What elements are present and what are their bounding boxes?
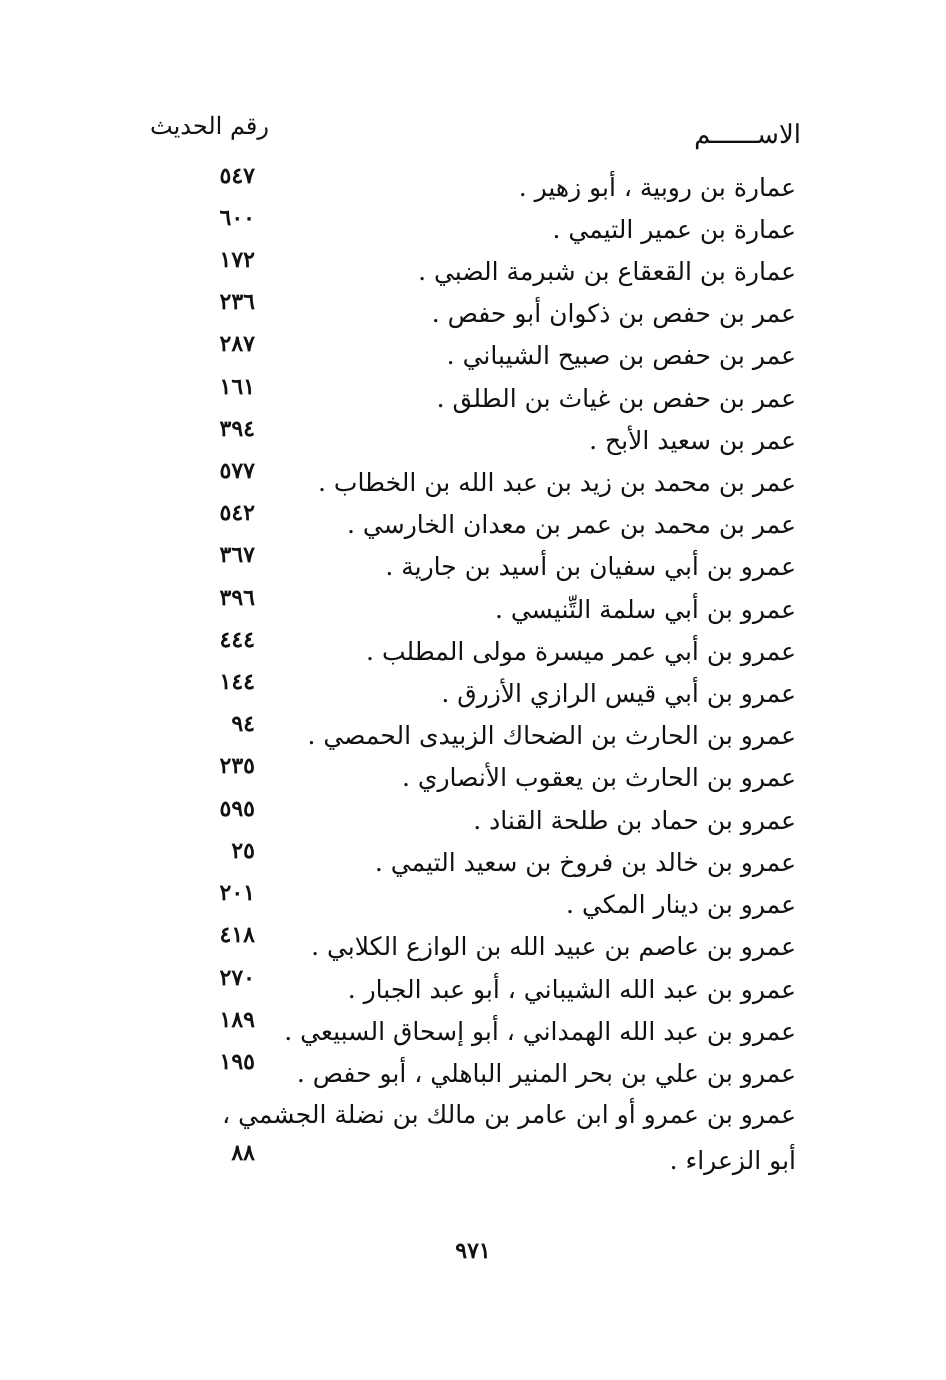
hadith-number: ١٦١ xyxy=(219,374,255,400)
narrator-name: عمرو بن عاصم بن عبيد الله بن الوازع الكلابي . xyxy=(311,932,796,961)
index-entry xyxy=(0,922,946,966)
narrator-name: عمرو بن أبي عمر ميسرة مولى المطلب . xyxy=(366,637,796,666)
index-entry xyxy=(0,711,946,755)
narrator-name: عمارة بن روبية ، أبو زهير . xyxy=(518,173,796,202)
narrator-name: عمرو بن خالد بن فروخ بن سعيد التيمي . xyxy=(374,848,796,877)
index-entry xyxy=(0,669,946,713)
index-entry xyxy=(0,627,946,671)
hadith-number: ٢٥ xyxy=(231,838,255,864)
narrator-name: عمرو بن عبد الله الهمداني ، أبو إسحاق السبيعي . xyxy=(284,1017,796,1046)
index-entry-multiline xyxy=(0,1100,946,1180)
index-entry xyxy=(0,965,946,1009)
hadith-number: ٢٧٠ xyxy=(219,965,255,991)
index-entry xyxy=(0,753,946,797)
index-entry xyxy=(0,1007,946,1051)
hadith-number: ٣٩٤ xyxy=(219,416,255,442)
narrator-name: عمارة بن القعقاع بن شبرمة الضبي . xyxy=(418,257,796,286)
hadith-number: ٢٣٥ xyxy=(219,753,255,779)
narrator-name: عمرو بن عبد الله الشيباني ، أبو عبد الجبار . xyxy=(347,975,796,1004)
hadith-number: ٥٤٢ xyxy=(219,500,255,526)
narrator-name: عمر بن حفص بن صبيح الشيباني . xyxy=(446,341,796,370)
narrator-name: عمرو بن أبي قيس الرازي الأزرق . xyxy=(441,679,796,708)
hadith-number: ٨٨ xyxy=(231,1140,255,1166)
index-entry xyxy=(0,458,946,502)
narrator-name: عمرو بن أبي سلمة التِّنيسي . xyxy=(494,595,796,624)
hadith-number: ٥٩٥ xyxy=(219,796,255,822)
index-entry xyxy=(0,585,946,629)
index-entry xyxy=(0,880,946,924)
index-entry xyxy=(0,331,946,375)
hadith-number: ١٩٥ xyxy=(219,1049,255,1075)
narrator-name: عمرو بن أبي سفيان بن أسيد بن جارية . xyxy=(385,552,796,581)
narrator-name: عمر بن محمد بن عمر بن معدان الخارسي . xyxy=(347,510,796,539)
narrator-name: عمرو بن علي بن بحر المنير الباهلي ، أبو حفص . xyxy=(296,1059,796,1088)
hadith-number: ٤١٨ xyxy=(219,922,255,948)
hadith-number: ١٧٢ xyxy=(219,247,255,273)
narrator-name: عمرو بن الحارث بن يعقوب الأنصاري . xyxy=(402,763,796,792)
hadith-number: ٣٦٧ xyxy=(219,542,255,568)
hadith-number: ٢٣٦ xyxy=(219,289,255,315)
index-entry xyxy=(0,289,946,333)
hadith-number: ٢٨٧ xyxy=(219,331,255,357)
index-entry xyxy=(0,796,946,840)
hadith-number: ٢٠١ xyxy=(219,880,255,906)
index-entry xyxy=(0,247,946,291)
narrator-name: عمر بن حفص بن ذكوان أبو حفص . xyxy=(431,299,796,328)
hadith-number: ٣٩٦ xyxy=(219,585,255,611)
index-entry xyxy=(0,416,946,460)
hadith-number-column-header: رقم الحديث xyxy=(150,112,269,140)
hadith-number: ١٤٤ xyxy=(219,669,255,695)
narrator-name: عمارة بن عمير التيمي . xyxy=(552,215,796,244)
hadith-number: ٥٧٧ xyxy=(219,458,255,484)
narrator-name: عمر بن حفص بن غياث بن الطلق . xyxy=(436,384,796,413)
index-entry xyxy=(0,542,946,586)
index-entry xyxy=(0,205,946,249)
narrator-name: عمرو بن الحارث بن الضحاك الزبيدى الحمصي . xyxy=(307,721,796,750)
narrator-name: عمرو بن حماد بن طلحة القناد . xyxy=(473,806,796,835)
name-column-header: الاســــــم xyxy=(694,120,801,150)
index-entry xyxy=(0,163,946,207)
narrator-name: عمر بن سعيد الأبح . xyxy=(589,426,796,455)
hadith-number: ١٨٩ xyxy=(219,1007,255,1033)
hadith-number: ٩٤ xyxy=(231,711,255,737)
narrator-name-line2: أبو الزعراء . xyxy=(669,1146,796,1175)
hadith-number: ٤٤٤ xyxy=(219,627,255,653)
page-number: ٩٧١ xyxy=(455,1238,491,1264)
hadith-number: ٦٠٠ xyxy=(219,205,255,231)
index-entry xyxy=(0,838,946,882)
narrator-name: عمرو بن دينار المكي . xyxy=(566,890,796,919)
index-entry xyxy=(0,374,946,418)
index-entry xyxy=(0,500,946,544)
narrator-name-line1: عمرو بن عمرو أو ابن عامر بن مالك بن نضلة الجشمي ، xyxy=(222,1100,796,1129)
hadith-number: ٥٤٧ xyxy=(219,163,255,189)
narrator-name: عمر بن محمد بن زيد بن عبد الله بن الخطاب . xyxy=(318,468,796,497)
index-entry xyxy=(0,1049,946,1093)
